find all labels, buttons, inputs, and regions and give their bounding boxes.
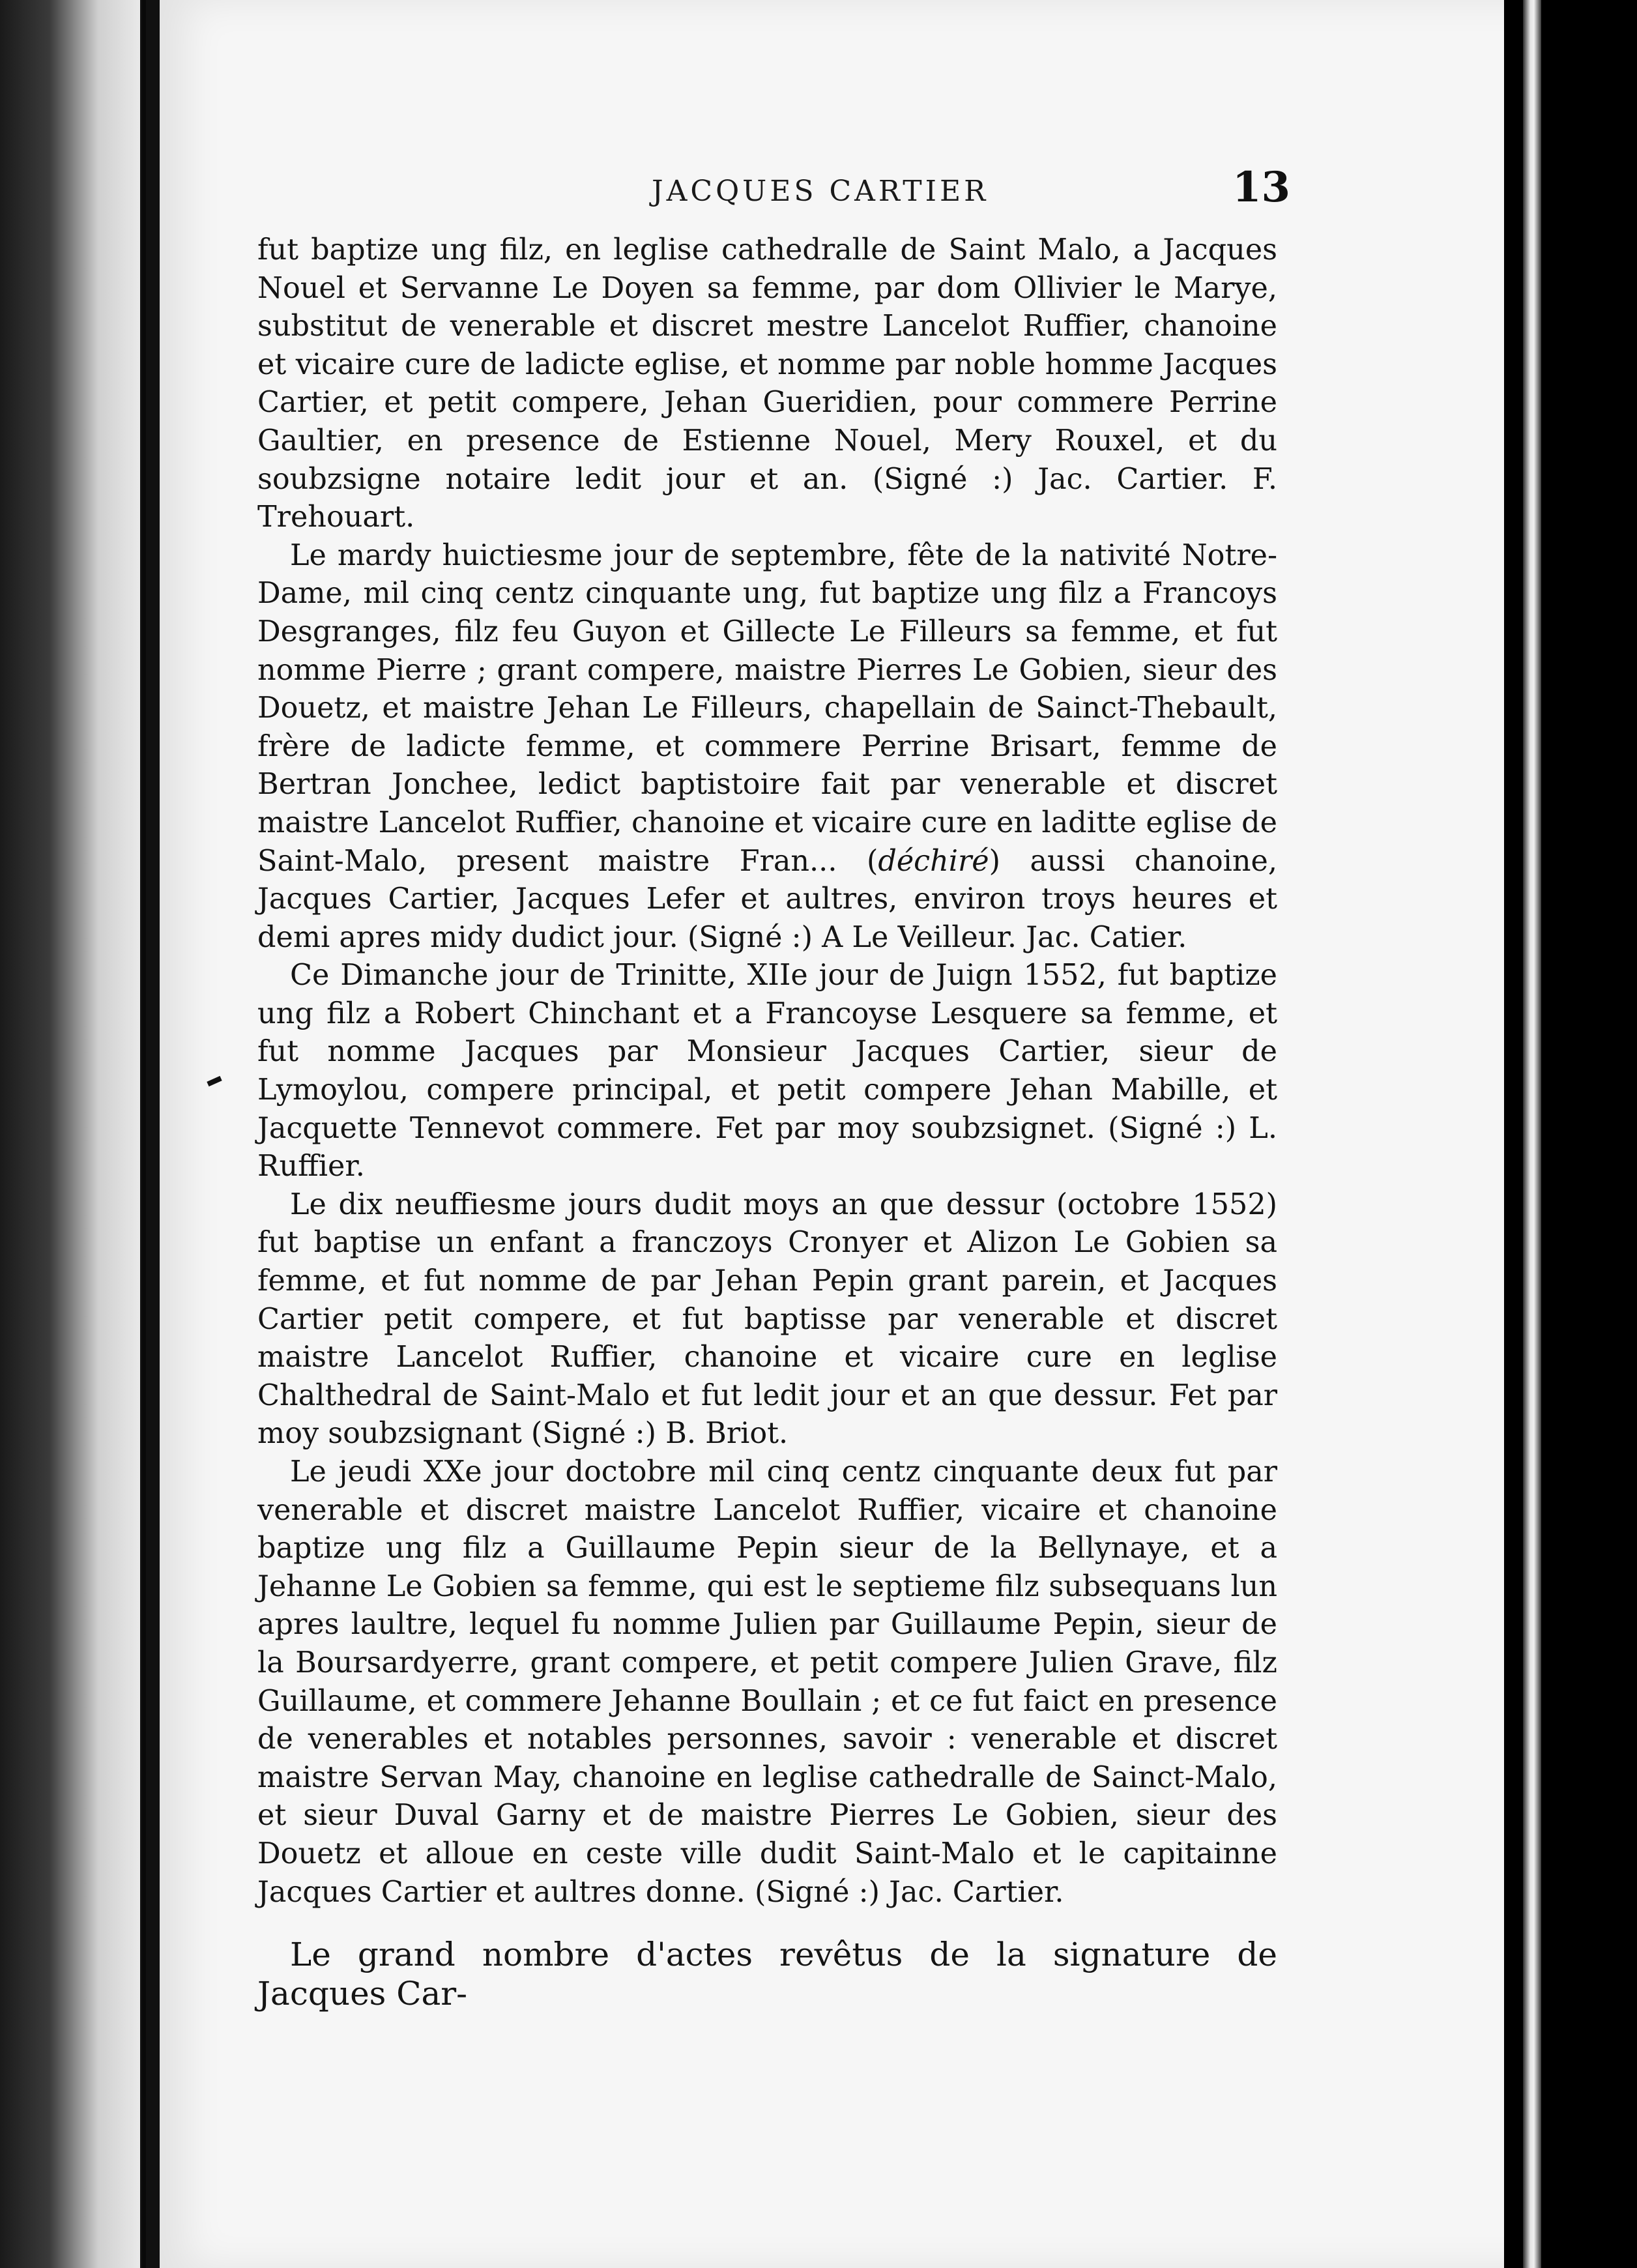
- body-text: [257, 231, 1277, 2013]
- page-number: 13: [1232, 163, 1290, 212]
- paragraph-baptism-cronyer: Le dix neuffiesme jours dudit moys an que dessur (octobre 1552) fut baptise un enfant a franczoys Cronyer et Alizon Le Gobien sa femme, et fut nomme de par Jehan Pepin grant parein, et Jacques Cartier petit compere, et fut baptisse par venerable et discret maistre Lancelot Ruffier, chanoine et vicaire cure en leglise Chalthedral de Saint-Malo et fut ledit jour et an que dessur. Fet par moy soubzsignant (Signé :) B. Briot.: [257, 1187, 1277, 1451]
- paragraph-baptism-pepin: Le jeudi XXe jour doctobre mil cinq centz cinquante deux fut par venerable et discret maistre Lancelot Ruffier, vicaire et chanoine baptize ung filz a Guillaume Pepin sieur de la Bellynaye, et a Jehanne Le Gobien sa femme, qui est le septieme filz subsequans lun apres laultre, lequel fu nomme Julien par Guillaume Pepin, sieur de la Boursardyerre, grant compere, et petit compere Julien Grave, filz Guillaume, et commere Jehanne Boullain ; et ce fut faict en presence de venerables et notables personnes, savoir : venerable et discret maistre Servan May, chanoine en leglise cathedralle de Sainct-Malo, et sieur Duval Garny et de maistre Pierres Le Gobien, sieur des Douetz et alloue en ceste ville dudit Saint-Malo et le capitainne Jacques Cartier et aultres donne. (Signé :) Jac. Cartier.: [257, 1455, 1277, 1909]
- paragraph-baptism-chinchant: Ce Dimanche jour de Trinitte, XIIe jour de Juign 1552, fut baptize ung filz a Robert Chinchant et a Francoyse Lesquere sa femme, et fut nomme Jacques par Monsieur Jacques Cartier, sieur de Lymoylou, compere principal, et petit compere Jehan Mabille, et Jacquette Tennevot commere. Fet par moy soubzsignet. (Signé :) L. Ruffier.: [257, 959, 1277, 1184]
- running-title: JACQUES CARTIER: [652, 175, 989, 208]
- closing-line: Le grand nombre d'actes revêtus de la signature de Jacques Car-: [257, 1936, 1277, 2013]
- paragraph-continued: fut baptize ung filz, en leglise cathedralle de Saint Malo, a Jacques Nouel et Servanne Le Doyen sa femme, par dom Ollivier le Marye, substitut de venerable et discret mestre Lancelot Ruffier, chanoine et vicaire cure de ladicte eglise, et nomme par noble homme Jacques Cartier, et petit compere, Jehan Gueridien, pour commere Perrine Gaultier, en presence de Estienne Nouel, Mery Rouxel, et du soubzsigne notaire ledit jour et an. (Signé :) Jac. Cartier. F. Trehouart.: [257, 233, 1277, 534]
- paragraph-text-after: ) aussi chanoine, Jacques Cartier, Jacques Lefer et aultres, environ troys heures et demi apres midy dudict jour. (Signé :) A Le Veilleur. Jac. Catier.: [257, 844, 1277, 954]
- emphasis-torn-note: déchiré: [878, 844, 989, 878]
- paragraph-text: Le mardy huictiesme jour de septembre, fête de la nativité Notre-Dame, mil cinq centz cinquante ung, fut baptize ung filz a Francoys Desgranges, filz feu Guyon et Gillecte Le Filleurs sa femme, et fut nomme Pierre ; grant compere, maistre Pierres Le Gobien, sieur des Douetz, et maistre Jehan Le Filleurs, chapellain de Sainct-Thebault, frère de ladicte femme, et commere Perrine Brisart, femme de Bertran Jonchee, ledict baptistoire fait par venerable et discret maistre Lancelot Ruffier, chanoine et vicaire cure en laditte eglise de Saint-Malo, present maistre Fran... (: [257, 538, 1277, 878]
- paragraph-baptism-desgranges: [257, 537, 1277, 957]
- page-fold-line: [142, 0, 146, 2268]
- running-header: [502, 163, 1290, 215]
- previous-page-edge: [0, 0, 140, 2268]
- binding-edge-stripe: [1523, 0, 1541, 2268]
